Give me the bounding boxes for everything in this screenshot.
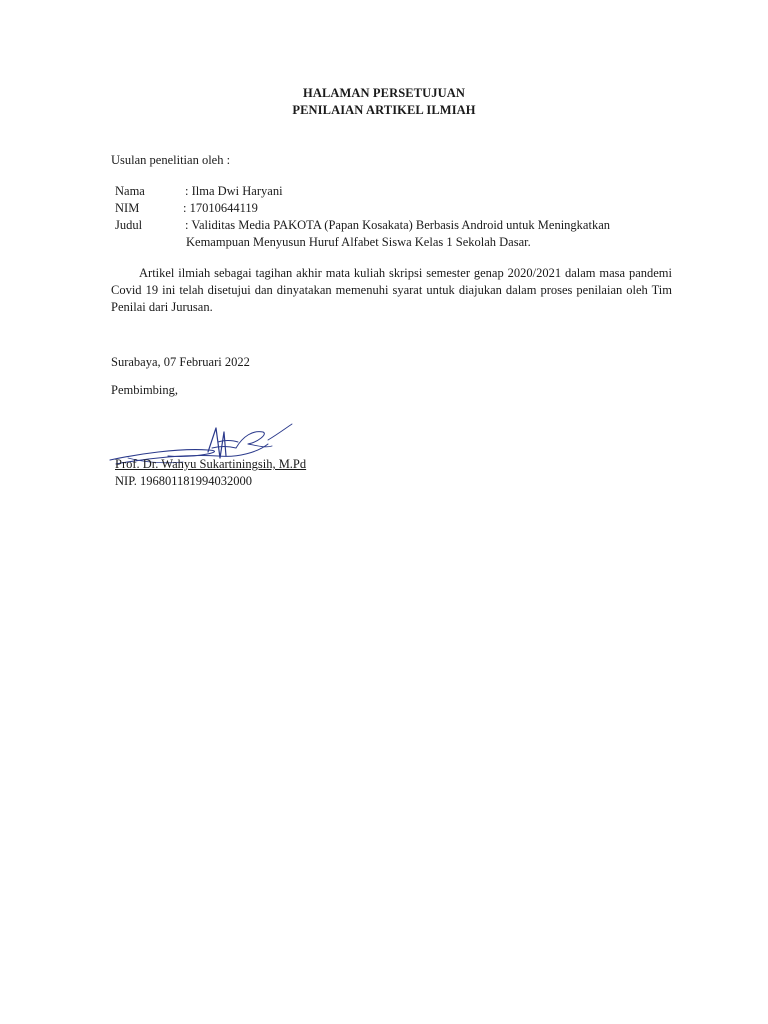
- field-label-nim: NIM: [115, 201, 140, 215]
- field-value-judul-line2: Kemampuan Menyusun Huruf Alfabet Siswa Kelas 1 Sekolah Dasar.: [186, 235, 531, 249]
- document-title-line2: PENILAIAN ARTIKEL ILMIAH: [292, 103, 476, 117]
- intro-text: Usulan penelitian oleh :: [111, 153, 231, 167]
- field-label-judul: Judul: [115, 218, 143, 232]
- field-value-nim: : 17010644119: [183, 201, 258, 215]
- signatory-nip: NIP. 196801181994032000: [115, 474, 253, 488]
- approval-paragraph: Artikel ilmiah sebagai tagihan akhir mata kuliah skripsi semester genap 2020/2021 dalam masa pandemi Covid 19 ini telah disetujui dan dinyatakan memenuhi syarat untuk diajukan dalam proses penilaian oleh Tim Penilai dari Jurusan.: [111, 266, 672, 314]
- place-date: Surabaya, 07 Februari 2022: [111, 355, 250, 369]
- field-value-nama: : Ilma Dwi Haryani: [185, 184, 283, 198]
- signatory-role: Pembimbing,: [111, 383, 179, 397]
- field-label-nama: Nama: [115, 184, 145, 198]
- field-value-judul-line1: : Validitas Media PAKOTA (Papan Kosakata) Berbasis Android untuk Meningkatkan: [185, 218, 610, 232]
- signatory-name: Prof. Dr. Wahyu Sukartiningsih, M.Pd: [115, 457, 307, 471]
- document-title-line1: HALAMAN PERSETUJUAN: [303, 86, 465, 100]
